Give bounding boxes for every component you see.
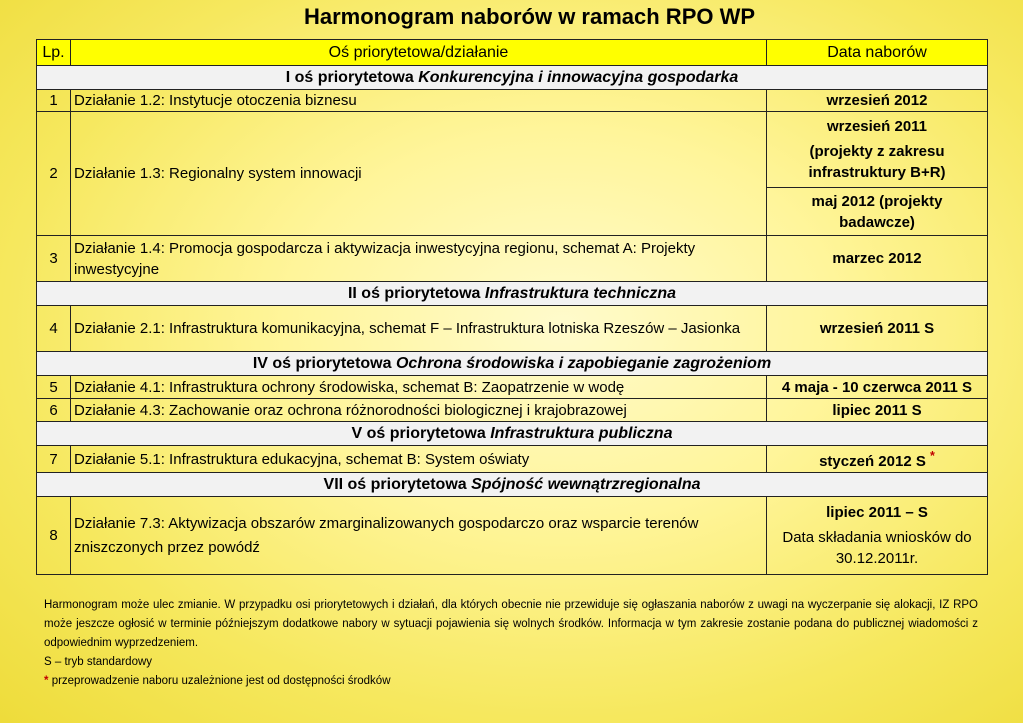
section-name: Infrastruktura techniczna: [484, 285, 677, 302]
table-row: [37, 306, 988, 352]
section-name: Konkurencyjna i innowacyjna gospodarka: [418, 69, 739, 86]
table-row: [37, 90, 988, 112]
date-cell: lipiec 2011 S: [767, 399, 988, 422]
date-cell: 4 maja - 10 czerwca 2011 S: [767, 376, 988, 399]
table-row: [37, 376, 988, 399]
date-cell: marzec 2012: [767, 236, 988, 282]
date-cell: wrzesień 2012: [767, 90, 988, 112]
section-label: VII oś priorytetowa: [323, 476, 467, 493]
row-number: 3: [37, 236, 71, 282]
asterisk-mark: *: [930, 449, 935, 463]
header-lp: Lp.: [37, 40, 71, 66]
row-number: 2: [37, 112, 71, 236]
section-label: V oś priorytetowa: [351, 425, 486, 442]
date-line: Data składania wniosków do 30.12.2011r.: [782, 529, 972, 567]
s-mode-note: S – tryb standardowy: [44, 656, 153, 668]
action-cell: Działanie 5.1: Infrastruktura edukacyjna, schemat B: System oświaty: [71, 446, 767, 473]
star-note: [44, 672, 978, 691]
section-label: II oś priorytetowa: [347, 285, 481, 302]
section-heading: [37, 422, 988, 446]
action-cell: Działanie 1.2: Instytucje otoczenia biznesu: [71, 90, 767, 112]
date-text: styczeń 2012 S: [819, 453, 926, 470]
date-cell: [767, 497, 988, 575]
schedule-note: Harmonogram może ulec zmianie. W przypadku osi priorytetowych i działań, dla których obecnie nie przewiduje się ogłaszania naborów z uwagi na wyczerpanie się alokacji, IZ RPO może jeszcze ogłosić w terminie późniejszym dodatkowe nabory w sytuacji pojawienia się wolnych środków. Informacja w tym zakresie zostanie podana do publicznej wiadomości z odpowiednim wyprzedzeniem.: [44, 599, 978, 649]
footnotes: [44, 596, 978, 691]
action-cell: Działanie 7.3: Aktywizacja obszarów zmarginalizowanych gospodarczo oraz wsparcie terenów zniszczonych przez powódź: [71, 497, 767, 575]
schedule-table: [36, 39, 988, 575]
section-heading: [37, 66, 988, 90]
header-axis: Oś priorytetowa/działanie: [71, 40, 767, 66]
section-row: [37, 473, 988, 497]
section-label: IV oś priorytetowa: [252, 355, 392, 372]
table-row: [37, 236, 988, 282]
section-row: [37, 66, 988, 90]
date-line: wrzesień 2011: [826, 118, 928, 135]
table-row: [37, 446, 988, 473]
section-row: [37, 422, 988, 446]
row-number: 4: [37, 306, 71, 352]
action-cell: Działanie 1.4: Promocja gospodarcza i aktywizacja inwestycyjna regionu, schemat A: Projekty inwestycyjne: [71, 236, 767, 282]
row-number: 7: [37, 446, 71, 473]
table-row: [37, 497, 988, 575]
row-number: 1: [37, 90, 71, 112]
section-row: [37, 282, 988, 306]
section-name: Ochrona środowiska i zapobieganie zagrożeniom: [395, 355, 772, 372]
page-title: Harmonogram naborów w ramach RPO WP: [303, 4, 756, 29]
action-cell: Działanie 1.3: Regionalny system innowacji: [71, 112, 767, 236]
row-number: 8: [37, 497, 71, 575]
row-number: 6: [37, 399, 71, 422]
header-date: Data naborów: [767, 40, 988, 66]
date-line: lipiec 2011 – S: [826, 504, 928, 521]
star-note-text: przeprowadzenie naboru uzależnione jest od dostępności środków: [51, 675, 391, 687]
header-row: [37, 40, 988, 66]
table-row: [37, 399, 988, 422]
date-line: (projekty z zakresu infrastruktury B+R): [808, 143, 946, 181]
table-row: [37, 112, 988, 188]
section-label: I oś priorytetowa: [285, 69, 414, 86]
section-heading: [37, 282, 988, 306]
date-cell: maj 2012 (projekty badawcze): [767, 188, 988, 236]
row-number: 5: [37, 376, 71, 399]
date-cell: wrzesień 2011 S: [767, 306, 988, 352]
section-name: Spójność wewnątrzregionalna: [471, 476, 701, 493]
section-heading: [37, 352, 988, 376]
section-row: [37, 352, 988, 376]
section-name: Infrastruktura publiczna: [490, 425, 673, 442]
date-cell: [767, 446, 988, 473]
date-cell: [767, 112, 988, 188]
action-cell: Działanie 4.3: Zachowanie oraz ochrona różnorodności biologicznej i krajobrazowej: [71, 399, 767, 422]
action-cell: Działanie 4.1: Infrastruktura ochrony środowiska, schemat B: Zaopatrzenie w wodę: [71, 376, 767, 399]
action-cell: Działanie 2.1: Infrastruktura komunikacyjna, schemat F – Infrastruktura lotniska Rzeszów – Jasionka: [71, 306, 767, 352]
asterisk-mark: *: [44, 675, 49, 687]
section-heading: [37, 473, 988, 497]
